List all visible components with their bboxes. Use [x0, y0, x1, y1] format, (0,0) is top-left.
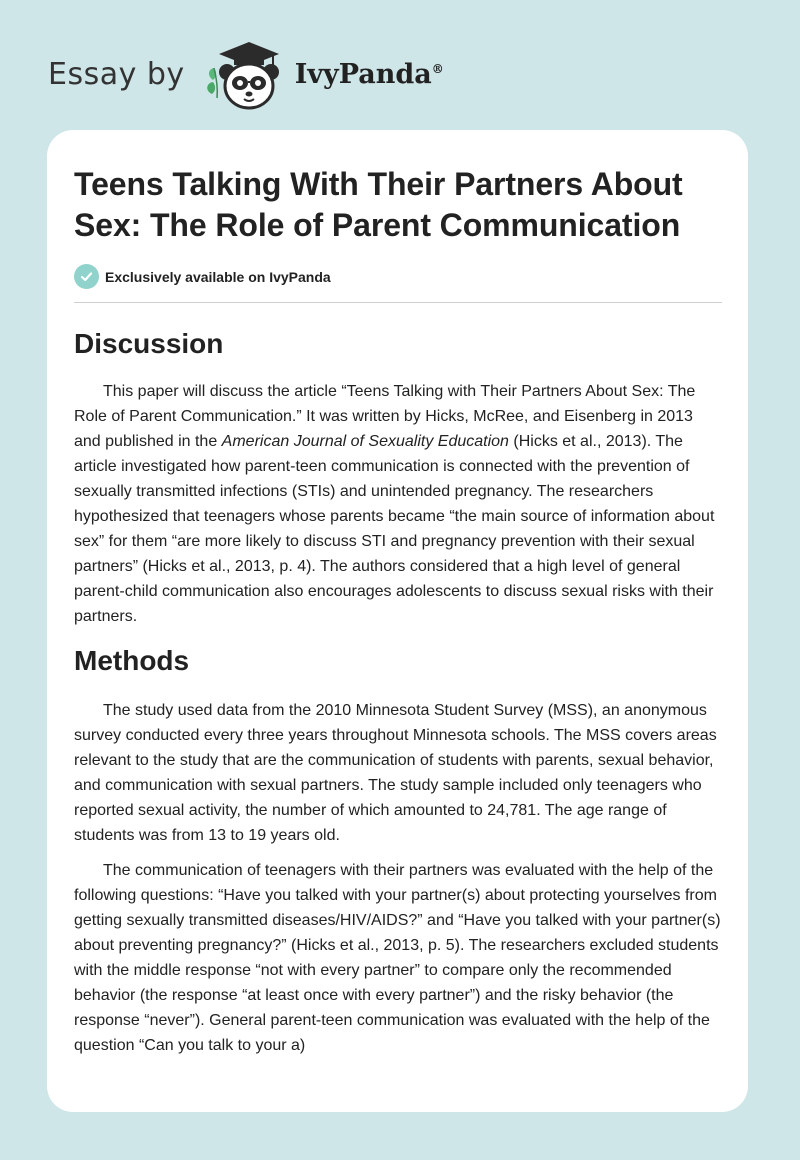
divider — [74, 302, 722, 303]
section-heading-methods: Methods — [74, 645, 190, 676]
ivy-leaf-icon — [207, 68, 217, 98]
paragraph: This paper will discuss the article “Teens Talking with Their Partners About Sex: The Role of Parent Communication.” It was written by Hicks, McRee, and Eisenberg in 2013 and published in the American Journal of Sexuality Education (Hicks et al., 2013). The article investigated how parent-teen communication is connected with the prevention of sexually transmitted infections (STIs) and unintended pregnancy. The researchers hypothesized that teenagers whose parents became “the main source of information about sex” for them “are more likely to discuss STI and pregnancy prevention with their sexual partners” (Hicks et al., 2013, p. 4). The authors considered that a high level of general parent-child communication also encourages adolescents to discuss sexual risks with their partners. — [74, 383, 715, 625]
essay-by-label: Essay by — [48, 56, 185, 92]
registered-mark: ® — [431, 61, 444, 76]
exclusive-badge — [74, 264, 722, 289]
panda-graduate-logo-icon[interactable] — [203, 36, 289, 112]
essay-card — [47, 130, 748, 1112]
paragraph: The communication of teenagers with their partners was evaluated with the help of the following questions: “Have you talked with your partner(s) about protecting yourselves from getting sexually transmitted diseases/HIV/AIDS?” and “Have you talked with your partner(s) about preventing pregnancy?” (Hicks et al., 2013, p. 5). The researchers excluded students with the middle response “not with every partner” to compare only the recommended behavior (the response “at least once with every partner”) and the risky behavior (the response “never”). General parent-teen communication was evaluated with the help of the question “Can you talk to your a) — [74, 862, 721, 1054]
paragraph: The study used data from the 2010 Minnesota Student Survey (MSS), an anonymous survey conducted every three years throughout Minnesota schools. The MSS covers areas relevant to the study that are the communication of students with parents, sexual behavior, and communication with sexual partners. The study sample included only teenagers who reported sexual activity, the number of which amounted to 24,781. The age range of students was from 13 to 19 years old. — [74, 702, 717, 844]
site-header — [48, 34, 444, 114]
exclusive-label: Exclusively available on IvyPanda — [105, 268, 331, 285]
brand-name[interactable]: IvyPanda® — [294, 58, 444, 90]
section-heading-discussion: Discussion — [74, 328, 224, 359]
journal-name: American Journal of Sexuality Education — [221, 433, 509, 450]
check-icon — [74, 264, 99, 289]
essay-title: Teens Talking With Their Partners About Sex: The Role of Parent Communication — [74, 166, 683, 243]
